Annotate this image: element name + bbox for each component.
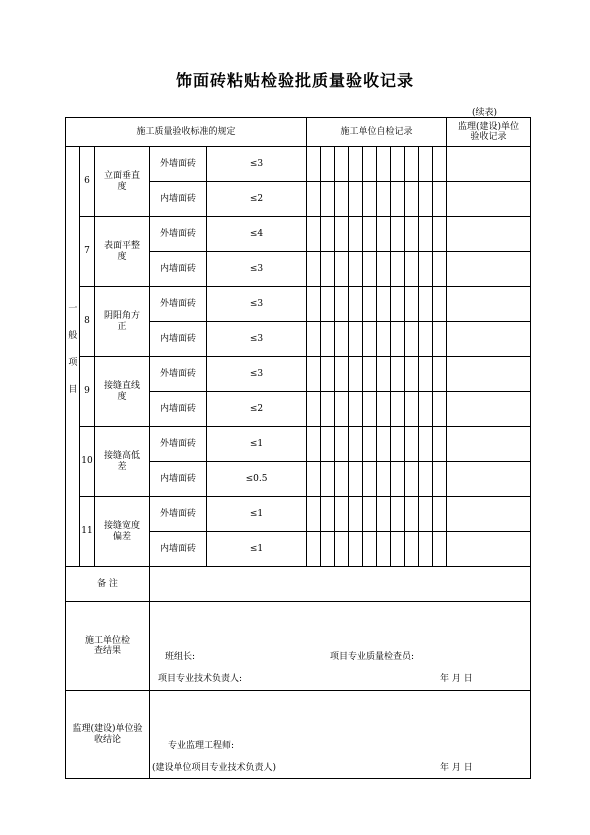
self-check-cell[interactable]	[321, 217, 335, 252]
remarks-row	[66, 567, 531, 602]
self-check-cell[interactable]	[405, 252, 419, 287]
self-check-cell[interactable]	[335, 357, 349, 392]
self-check-cell[interactable]	[349, 322, 363, 357]
self-check-cell[interactable]	[307, 497, 321, 532]
self-check-cell[interactable]	[321, 147, 335, 182]
self-check-cell[interactable]	[433, 322, 447, 357]
self-check-cell[interactable]	[391, 357, 405, 392]
header-supervision: 监理(建设)单位验收记录	[447, 118, 531, 147]
self-check-cell[interactable]	[321, 357, 335, 392]
item-name: 立面垂直度	[95, 147, 150, 217]
self-check-cell[interactable]	[433, 287, 447, 322]
item-row	[66, 217, 531, 252]
self-check-cell[interactable]	[321, 322, 335, 357]
self-check-cell[interactable]	[307, 392, 321, 427]
self-check-cell[interactable]	[349, 217, 363, 252]
item-row	[66, 497, 531, 532]
tile-type: 内墙面砖	[150, 392, 207, 427]
supervision-cell[interactable]	[447, 462, 531, 497]
self-check-cell[interactable]	[405, 427, 419, 462]
item-number: 8	[80, 287, 95, 357]
supervision-cell[interactable]	[447, 392, 531, 427]
self-check-cell[interactable]	[433, 252, 447, 287]
self-check-cell[interactable]	[377, 322, 391, 357]
self-check-cell[interactable]	[419, 427, 433, 462]
tolerance-limit: ≤3	[207, 287, 307, 322]
construction-row	[66, 602, 531, 691]
remarks-label: 备 注	[66, 567, 150, 602]
supervision-cell[interactable]	[447, 427, 531, 462]
self-check-cell[interactable]	[419, 497, 433, 532]
item-number: 10	[80, 427, 95, 497]
supervision-label	[66, 691, 150, 779]
self-check-cell[interactable]	[391, 252, 405, 287]
self-check-cell[interactable]	[335, 322, 349, 357]
general-items-text: 一般项目	[66, 302, 77, 411]
self-check-cell[interactable]	[349, 147, 363, 182]
self-check-cell[interactable]	[349, 392, 363, 427]
item-name: 接缝直线度	[95, 357, 150, 427]
self-check-cell[interactable]	[419, 392, 433, 427]
self-check-cell[interactable]	[307, 427, 321, 462]
supervision-date: 年 月 日	[440, 763, 473, 773]
continued-label: (续表)	[472, 108, 498, 118]
tile-type: 外墙面砖	[150, 287, 207, 322]
supervision-cell[interactable]	[447, 532, 531, 567]
tolerance-limit: ≤3	[207, 322, 307, 357]
tile-type: 外墙面砖	[150, 497, 207, 532]
item-name: 接缝宽度偏差	[95, 497, 150, 567]
tolerance-limit: ≤3	[207, 252, 307, 287]
self-check-cell[interactable]	[433, 357, 447, 392]
tile-type: 内墙面砖	[150, 322, 207, 357]
self-check-cell[interactable]	[433, 497, 447, 532]
self-check-cell[interactable]	[307, 217, 321, 252]
self-check-cell[interactable]	[419, 357, 433, 392]
self-check-cell[interactable]	[419, 217, 433, 252]
self-check-cell[interactable]	[419, 147, 433, 182]
self-check-cell[interactable]	[335, 532, 349, 567]
self-check-cell[interactable]	[321, 392, 335, 427]
supervision-cell[interactable]	[447, 322, 531, 357]
self-check-cell[interactable]	[363, 147, 377, 182]
self-check-cell[interactable]	[307, 182, 321, 217]
supervision-signature	[150, 691, 531, 779]
self-check-cell[interactable]	[349, 497, 363, 532]
self-check-cell[interactable]	[363, 497, 377, 532]
self-check-cell[interactable]	[419, 462, 433, 497]
construction-label-text: 施工单位检查结果	[84, 635, 130, 656]
tile-type: 外墙面砖	[150, 427, 207, 462]
self-check-cell[interactable]	[377, 532, 391, 567]
self-check-cell[interactable]	[391, 217, 405, 252]
self-check-cell[interactable]	[307, 462, 321, 497]
self-check-cell[interactable]	[433, 217, 447, 252]
self-check-cell[interactable]	[405, 392, 419, 427]
tolerance-limit: ≤4	[207, 217, 307, 252]
self-check-cell[interactable]	[321, 497, 335, 532]
self-check-cell[interactable]	[349, 462, 363, 497]
supervision-label-text: 监理(建设)单位验收结论	[72, 724, 143, 745]
self-check-cell[interactable]	[335, 392, 349, 427]
self-check-cell[interactable]	[405, 462, 419, 497]
self-check-cell[interactable]	[419, 322, 433, 357]
self-check-cell[interactable]	[363, 462, 377, 497]
self-check-cell[interactable]	[377, 252, 391, 287]
self-check-cell[interactable]	[405, 182, 419, 217]
item-row	[66, 287, 531, 322]
self-check-cell[interactable]	[349, 532, 363, 567]
self-check-cell[interactable]	[419, 182, 433, 217]
tile-type: 外墙面砖	[150, 217, 207, 252]
self-check-cell[interactable]	[405, 287, 419, 322]
supervision-cell[interactable]	[447, 287, 531, 322]
self-check-cell[interactable]	[405, 532, 419, 567]
supervision-cell[interactable]	[447, 357, 531, 392]
item-name: 表面平整度	[95, 217, 150, 287]
supervision-cell[interactable]	[447, 182, 531, 217]
engineer-label: 专业监理工程师:	[168, 741, 235, 751]
self-check-cell[interactable]	[433, 182, 447, 217]
supervision-cell[interactable]	[447, 147, 531, 182]
self-check-cell[interactable]	[321, 427, 335, 462]
self-check-cell[interactable]	[391, 462, 405, 497]
self-check-cell[interactable]	[419, 532, 433, 567]
self-check-cell[interactable]	[335, 217, 349, 252]
item-row	[66, 147, 531, 182]
self-check-cell[interactable]	[349, 287, 363, 322]
self-check-cell[interactable]	[405, 217, 419, 252]
tolerance-limit: ≤3	[207, 357, 307, 392]
self-check-cell[interactable]	[433, 532, 447, 567]
self-check-cell[interactable]	[405, 322, 419, 357]
general-items-label	[66, 147, 80, 567]
tolerance-limit: ≤3	[207, 147, 307, 182]
self-check-cell[interactable]	[307, 252, 321, 287]
items-body	[66, 147, 531, 567]
self-check-cell[interactable]	[363, 532, 377, 567]
self-check-cell[interactable]	[363, 252, 377, 287]
self-check-cell[interactable]	[335, 287, 349, 322]
item-number: 7	[80, 217, 95, 287]
self-check-cell[interactable]	[391, 182, 405, 217]
self-check-cell[interactable]	[363, 287, 377, 322]
supervision-row	[66, 691, 531, 779]
tile-type: 内墙面砖	[150, 462, 207, 497]
self-check-cell[interactable]	[321, 287, 335, 322]
self-check-cell[interactable]	[391, 497, 405, 532]
self-check-cell[interactable]	[363, 392, 377, 427]
self-check-cell[interactable]	[419, 252, 433, 287]
self-check-cell[interactable]	[377, 287, 391, 322]
page-title: 饰面砖粘贴检验批质量验收记录	[175, 71, 414, 90]
tile-type: 内墙面砖	[150, 532, 207, 567]
tile-type: 外墙面砖	[150, 147, 207, 182]
self-check-cell[interactable]	[363, 217, 377, 252]
inspection-table	[65, 117, 531, 779]
remarks-content	[150, 567, 531, 602]
self-check-cell[interactable]	[335, 427, 349, 462]
header-self-check: 施工单位自检记录	[307, 118, 447, 147]
self-check-cell[interactable]	[349, 252, 363, 287]
self-check-cell[interactable]	[307, 287, 321, 322]
quality-inspector-label: 项目专业质量检查员:	[330, 652, 415, 662]
tolerance-limit: ≤1	[207, 532, 307, 567]
self-check-cell[interactable]	[433, 462, 447, 497]
tile-type: 内墙面砖	[150, 182, 207, 217]
self-check-cell[interactable]	[391, 147, 405, 182]
team-leader-label: 班组长:	[165, 652, 196, 662]
tolerance-limit: ≤2	[207, 392, 307, 427]
self-check-cell[interactable]	[377, 427, 391, 462]
self-check-cell[interactable]	[363, 357, 377, 392]
self-check-cell[interactable]	[349, 427, 363, 462]
self-check-cell[interactable]	[377, 217, 391, 252]
self-check-cell[interactable]	[307, 322, 321, 357]
self-check-cell[interactable]	[349, 182, 363, 217]
supervision-cell[interactable]	[447, 252, 531, 287]
self-check-cell[interactable]	[391, 532, 405, 567]
item-row	[66, 357, 531, 392]
item-name: 阴阳角方正	[95, 287, 150, 357]
self-check-cell[interactable]	[433, 147, 447, 182]
self-check-cell[interactable]	[391, 287, 405, 322]
item-number: 11	[80, 497, 95, 567]
self-check-cell[interactable]	[377, 357, 391, 392]
self-check-cell[interactable]	[405, 497, 419, 532]
self-check-cell[interactable]	[405, 147, 419, 182]
self-check-cell[interactable]	[335, 462, 349, 497]
self-check-cell[interactable]	[419, 287, 433, 322]
tech-lead-label: 项目专业技术负责人:	[158, 674, 243, 684]
tile-type: 内墙面砖	[150, 252, 207, 287]
item-number: 9	[80, 357, 95, 427]
self-check-cell[interactable]	[377, 182, 391, 217]
supervision-cell[interactable]	[447, 497, 531, 532]
self-check-cell[interactable]	[307, 147, 321, 182]
self-check-cell[interactable]	[391, 392, 405, 427]
tile-type: 外墙面砖	[150, 357, 207, 392]
item-row	[66, 427, 531, 462]
supervision-cell[interactable]	[447, 217, 531, 252]
tolerance-limit: ≤1	[207, 427, 307, 462]
self-check-cell[interactable]	[363, 322, 377, 357]
self-check-cell[interactable]	[321, 252, 335, 287]
self-check-cell[interactable]	[433, 427, 447, 462]
construction-signature	[150, 602, 531, 691]
construction-date: 年 月 日	[440, 674, 473, 684]
self-check-cell[interactable]	[377, 497, 391, 532]
item-number: 6	[80, 147, 95, 217]
self-check-cell[interactable]	[405, 357, 419, 392]
self-check-cell[interactable]	[391, 322, 405, 357]
tolerance-limit: ≤1	[207, 497, 307, 532]
self-check-cell[interactable]	[363, 427, 377, 462]
self-check-cell[interactable]	[335, 252, 349, 287]
self-check-cell[interactable]	[307, 357, 321, 392]
self-check-cell[interactable]	[335, 497, 349, 532]
self-check-cell[interactable]	[321, 462, 335, 497]
self-check-cell[interactable]	[321, 532, 335, 567]
self-check-cell[interactable]	[363, 182, 377, 217]
self-check-cell[interactable]	[377, 462, 391, 497]
self-check-cell[interactable]	[307, 532, 321, 567]
owner-lead-label: (建设单位项目专业技术负责人)	[152, 763, 277, 773]
self-check-cell[interactable]	[335, 147, 349, 182]
self-check-cell[interactable]	[391, 427, 405, 462]
header-row	[66, 118, 531, 147]
header-standard: 施工质量验收标准的规定	[66, 118, 307, 147]
tolerance-limit: ≤0.5	[207, 462, 307, 497]
item-name: 接缝高低差	[95, 427, 150, 497]
self-check-cell[interactable]	[321, 182, 335, 217]
self-check-cell[interactable]	[349, 357, 363, 392]
self-check-cell[interactable]	[377, 147, 391, 182]
self-check-cell[interactable]	[335, 182, 349, 217]
self-check-cell[interactable]	[377, 392, 391, 427]
tolerance-limit: ≤2	[207, 182, 307, 217]
self-check-cell[interactable]	[433, 392, 447, 427]
construction-label	[66, 602, 150, 691]
